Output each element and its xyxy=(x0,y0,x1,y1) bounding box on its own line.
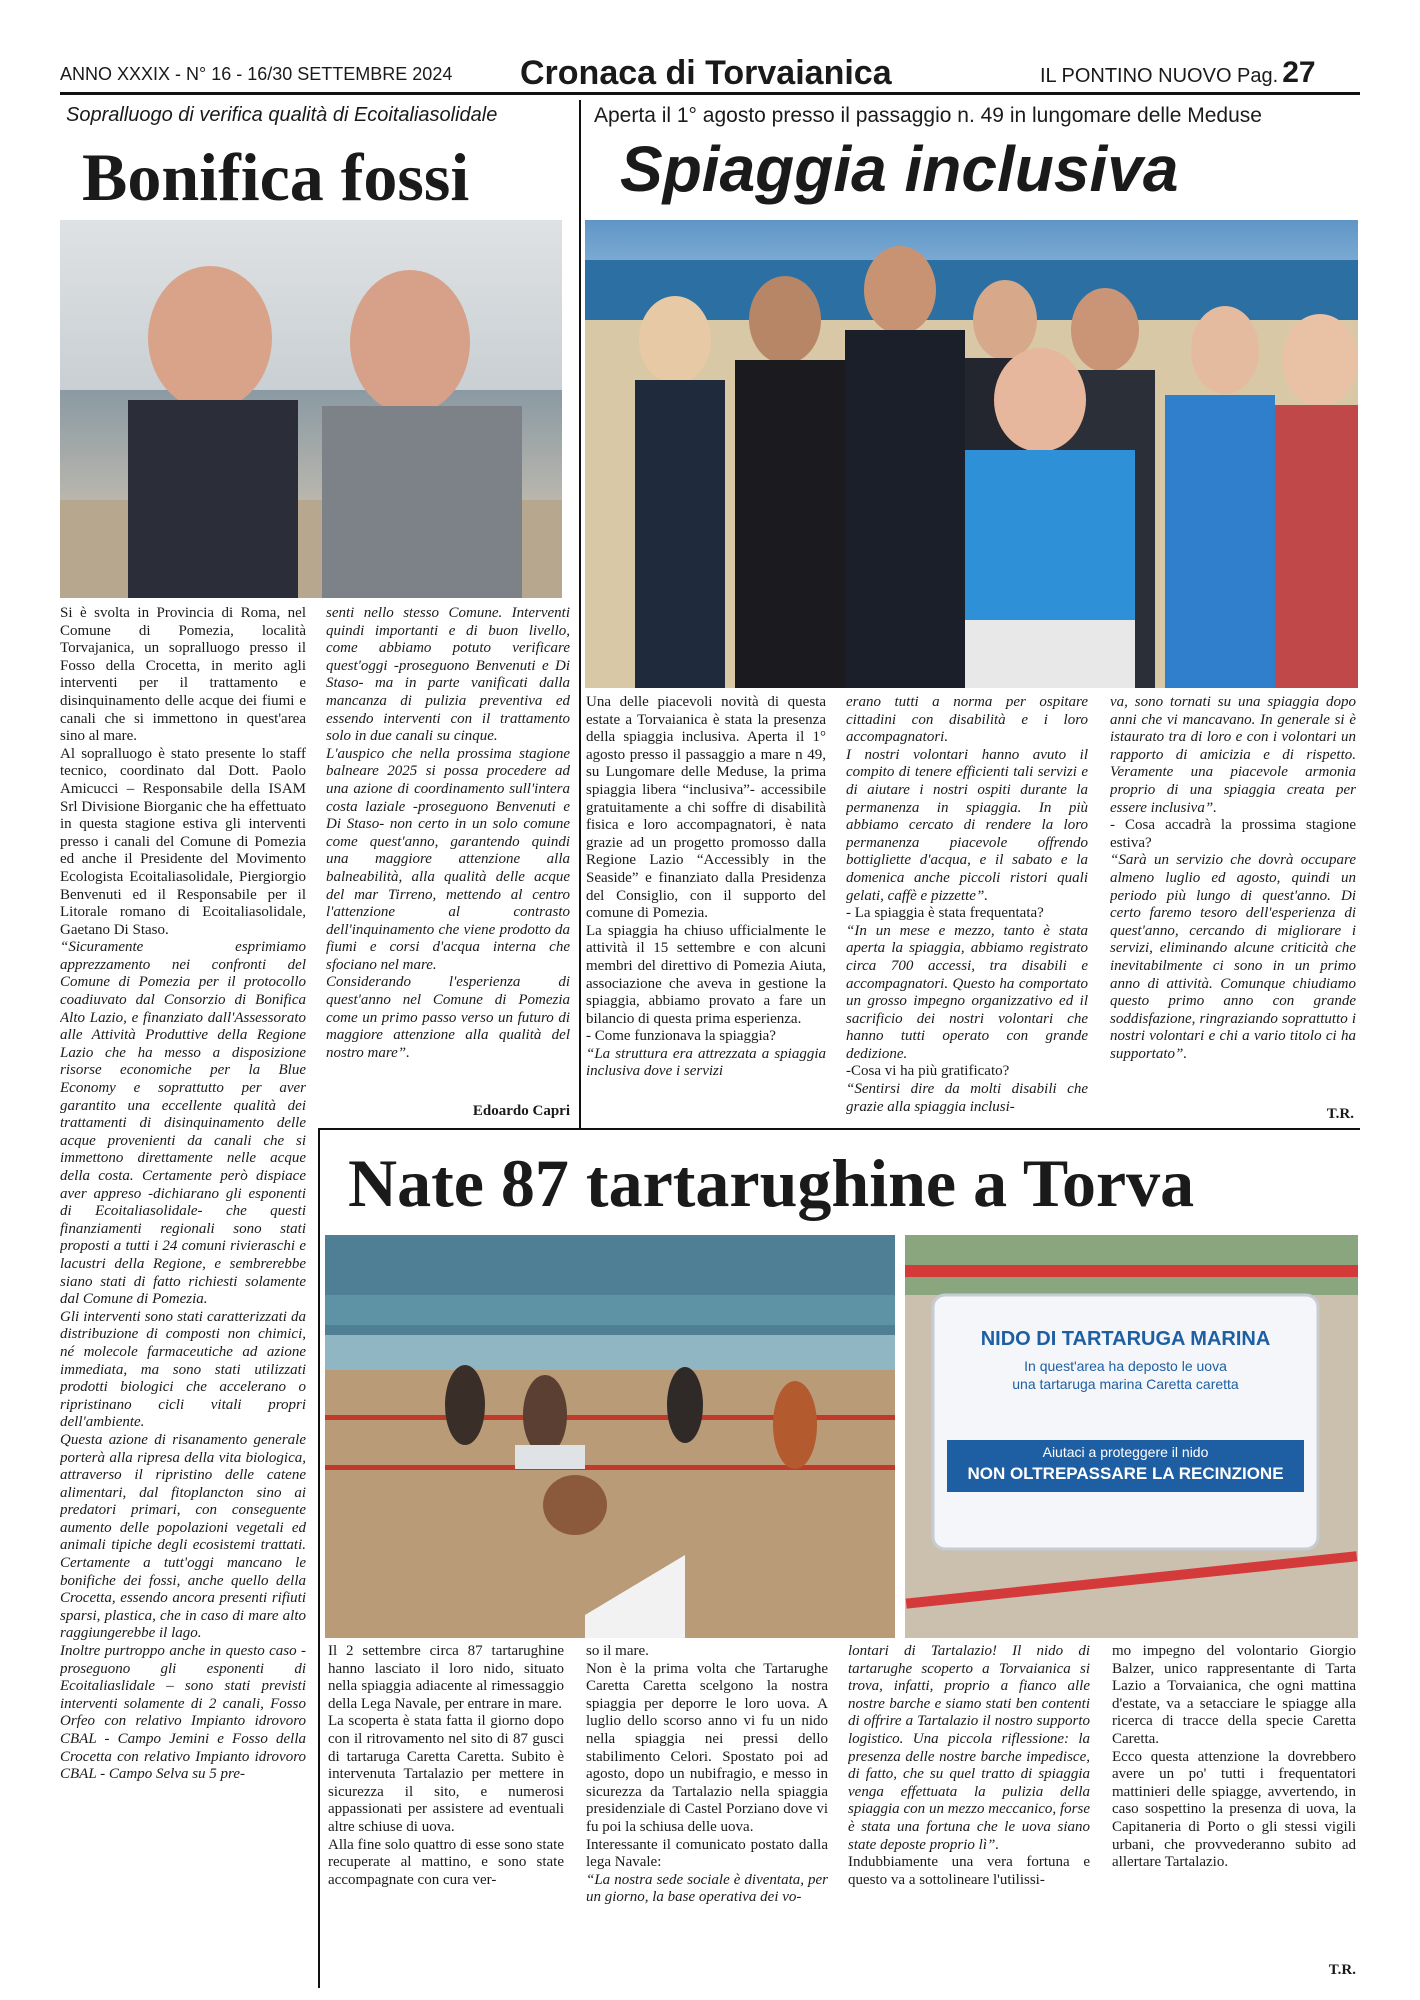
paragraph: Inoltre purtroppo anche in questo caso -proseguono gli esponenti di Ecoitaliaslidale – sono stati previsti interventi solamente di 2 canali, Fosso Orfeo con relativo Impianto idrovoro CBAL - Campo Jemini e Fosso della Crocetta con relativo Impianto idrovoro CBAL - Campo Selva su 5 pre- xyxy=(60,1643,306,1783)
paragraph: “In un mese e mezzo, tanto è stata aperta la spiaggia, abbiamo registrato circa 700 accessi, tra disabili e accompagnatori. Questo ha comportato un grosso impegno organizzativo ed il sacrificio dei nostri volontari che hanno tutti operato con grande dedizione. xyxy=(846,922,1088,1062)
paragraph: Considerando l'esperienza di quest'anno nel Comune di Pomezia come un primo passo verso un futuro di maggiore attenzione alla qualità del nostro mare”. xyxy=(326,974,570,1061)
article1-title: Bonifica fossi xyxy=(82,139,470,215)
paragraph: lontari di Tartalazio! Il nido di tartarughe scoperto a Torvaianica si trova, infatti, proprio a fianco alle nostre barche e siamo stati ben contenti di offrire a Tartalazio il nostro supporto logistico. Una piccola riflessione: la presenza delle nostre barche impedisce, di fatto, che su quel tratto di spiaggia venga effettuata la pulizia della spiaggia con un mezzo meccanico, forse è stata una fortuna che le uova siano state deposte proprio lì”. xyxy=(848,1643,1090,1853)
paragraph: Alla fine solo quattro di esse sono state recuperate al mattino, e sono state accompagnate con cura ver- xyxy=(328,1836,564,1888)
sign-heading: NIDO DI TARTARUGA MARINA xyxy=(980,1328,1271,1350)
article3-beach-photo xyxy=(325,1235,895,1638)
paragraph: Si è svolta in Provincia di Roma, nel Comune di Pomezia, località Torvajanica, un sopralluogo presso il Fosso della Crocetta, in merito agli interventi per il trattamento e disinquinamento delle acque dei fiumi e canali che si immettono in quest'area sino al mare. xyxy=(60,605,306,745)
article3-column-4 xyxy=(1112,1643,1356,1963)
article1-photo xyxy=(60,220,562,598)
paper-name: IL PONTINO NUOVO Pag. xyxy=(1040,65,1279,87)
paragraph: -Cosa vi ha più gratificato? xyxy=(846,1063,1010,1080)
paragraph: Interessante il comunicato postato dalla lega Navale: xyxy=(586,1836,828,1871)
paragraph: - Cosa accadrà la prossima stagione estiva? xyxy=(1110,817,1356,851)
article1-column-1 xyxy=(60,605,306,1995)
paragraph: Gli interventi sono stati caratterizzati da distribuzione di composti non chimici, né molecole farmaceutiche ad azione immediata, ma sono stati utilizzati prodotti biologici che accelerano o ripristinano cicli vitali propri dell'ambiente. xyxy=(60,1308,306,1431)
article1-column-2 xyxy=(326,605,570,1110)
article1-kicker: Sopralluogo di verifica qualità di Ecoitaliasolidale xyxy=(66,104,498,126)
paragraph: La scoperta è stata fatta il giorno dopo con il ritrovamento nel sito di 87 gusci di tartaruga Caretta Caretta. Subito è intervenuta Tartalazio per mettere in sicurezza il sito, e numerosi appassionati per assistere ad eventuali altre schiuse di uova. xyxy=(328,1713,564,1835)
article3-title: Nate 87 tartarughine a Torva xyxy=(348,1145,1195,1221)
paragraph: “Sarà un servizio che dovrà occupare almeno luglio ed agosto, quindi un periodo più lungo di quest'anno. Di certo faremo tesoro dell'esperienza di quest'anno, cercando di migliorare i servizi, eliminando alcune criticità che inevitabilmente ci sono in un primo anno di attività. Comunque chiudiamo questo primo anno con grande soddisfazione, ringraziando soprattutto i nostri volontari e chi a vario titolo ci ha supportato”. xyxy=(1110,852,1356,1062)
paragraph: I nostri volontari hanno avuto il compito di tenere efficienti tali servizi e di aiutare i nostri ospiti durante la permanenza in spiaggia. In più abbiamo cercato di rendere la loro permanenza piacevole offrendo bottigliette d'acqua, e il sabato e la domenica anche piccoli ristori quali gelati, caffè e pizzette”. xyxy=(846,746,1088,904)
sign-line-3: Aiutaci a proteggere il nido xyxy=(1042,1444,1209,1460)
article3-column-1 xyxy=(328,1643,564,1983)
article2-column-2 xyxy=(846,694,1088,1119)
paragraph: “Sentirsi dire da molti disabili che grazie alla spiaggia inclusi- xyxy=(846,1081,1088,1115)
article1-signature: Edoardo Capri xyxy=(472,1103,570,1119)
column-divider xyxy=(579,100,581,1128)
paragraph: so il mare. xyxy=(586,1643,649,1659)
article3-left-rule xyxy=(318,1128,320,1988)
sign-line-2: una tartaruga marina Caretta caretta xyxy=(1012,1376,1239,1392)
paragraph: Ecco questa attenzione la dovrebbero avere un po' tutti i frequentatori mattinieri delle spiagge, avvertendo, in caso sospettino la presenza di uova, la Capitaneria di Porto o gli stessi vigili urbani, che provvederanno subito ad allertare Tartalazio. xyxy=(1112,1748,1356,1871)
paragraph: - La spiaggia è stata frequentata? xyxy=(846,905,1044,922)
paragraph: Il 2 settembre circa 87 tartarughine hanno lasciato il loro nido, situato nella spiaggia adiacente al rimessaggio della Lega Navale, per entrare in mare. xyxy=(328,1643,564,1712)
paragraph: va, sono tornati su una spiaggia dopo anni che vi mancavano. In generale si è istaurato tra di loro e con i volontari un rapporto di amicizia e di rispetto. Veramente una piacevole armonia proprio di una spiaggia creata per essere inclusiva”. xyxy=(1110,694,1356,816)
paragraph: Al sopralluogo è stato presente lo staff tecnico, coordinato dal Dott. Paolo Amicucci – Responsabile della ISAM Srl Divisione Biorganic che ha effettuato in questa stagione estiva gli interventi presso i canali del Comune di Pomezia ed anche il Presidente del Movimento Ecologista Ecoitaliasolidale, Piergiorgio Benvenuti ed il Responsabile per il Litorale romano di Ecoitaliasolidale, Gaetano Di Staso. xyxy=(60,745,306,938)
paragraph: “La struttura era attrezzata a spiaggia inclusiva dove i servizi xyxy=(586,1045,826,1080)
sign-line-4: NON OLTREPASSARE LA RECINZIONE xyxy=(967,1464,1284,1483)
paragraph: Una delle piacevoli novità di questa estate a Torvaianica è stata la presenza della spiaggia inclusiva. Aperta il 1° agosto presso il passaggio a mare n 49, su Lungomare delle Meduse, la prima spiaggia libera “inclusiva”- accessibile gratuitamente a chi soffre di disabilità fisica e loro accompagnatori, è nata grazie ad un progetto promosso dalla Regione Lazio “Accessibly in the Seaside” e finanziato dalla Presidenza del Consiglio, con il supporto del comune di Pomezia. xyxy=(586,694,826,922)
paragraph: mo impegno del volontario Giorgio Balzer, unico rappresentante di Tarta Lazio a Torvaianica, che ogni mattina d'estate, va a setacciare le spiagge alla ricerca di tracce della specie Caretta Caretta. xyxy=(1112,1643,1356,1747)
article3-top-rule xyxy=(318,1128,1360,1130)
article2-signature: T.R. xyxy=(1326,1106,1354,1122)
paragraph: “La nostra sede sociale è diventata, per un giorno, la base operativa dei vo- xyxy=(586,1871,828,1906)
paragraph: Non è la prima volta che Tartarughe Caretta Caretta scelgono la nostra spiaggia per deporre le loro uova. A luglio dello scorso anno vi fu un nido nella spiaggia nei pressi dello stabilimento Celori. Spostato poi ad agosto, dopo un nubifragio, e messo in sicurezza da Tartalazio nella spiaggia presidenziale di Castel Porziano dove vi fu poi la schiusa delle uova. xyxy=(586,1660,828,1835)
paragraph: erano tutti a norma per ospitare cittadini con disabilità e i loro accompagnatori. xyxy=(846,694,1088,746)
paragraph: La spiaggia ha chiuso ufficialmente le attività il 15 settembre e con alcuni membri del direttivo di Pomezia Aiuta, associazione che aveva in gestione la spiaggia, abbiamo provato a fare un bilancio di questa prima esperienza. xyxy=(586,922,826,1027)
article2-kicker: Aperta il 1° agosto presso il passaggio n. 49 in lungomare delle Meduse xyxy=(594,104,1262,127)
paragraph: - Come funzionava la spiaggia? xyxy=(586,1028,776,1045)
paragraph: Questa azione di risanamento generale porterà alla ripresa della vita biologica, attraverso il ripristino delle catene alimentari, dal fitoplancton sino ai predatori primari, con conseguente aumento delle popolazioni vegetali ed animali tipiche degli ecosistemi trattati. Certamente a tutt'oggi mancano le bonifiche dei fossi, anche quello della Crocetta, essendo ancora presenti rifiuti sparsi, plastica, che in caso di mare alto raggiungerebbe il lago. xyxy=(60,1431,306,1642)
paragraph: “Sicuramente esprimiamo apprezzamento nei confronti del Comune di Pomezia per il protocollo coadiuvato dal Consorzio di Bonifica Alto Lazio, e finanziato dall'Assessorato alle Attività Produttive della Regione Lazio che ha messo a disposizione risorse economiche per la Blue Economy e soprattutto per aver garantito una eccellente qualità dei trattamenti di disinquinamento delle acque provenienti da canali che si immettono direttamente nelle acque della costa. Certamente però dispiace aver appreso -dichiarano gli esponenti di Ecoitaliasolidale- che questi finanziamenti regionali sono stati proposti a tutti i 24 comuni rivieraschi e lacustri della Regione, e sembrerebbe siano stati di fatto richiesti solamente dal Comune di Pomezia. xyxy=(60,939,306,1308)
paragraph: Indubbiamente una vera fortuna e questo va a sottolineare l'utilissi- xyxy=(848,1854,1090,1888)
page-number: 27 xyxy=(1282,56,1316,89)
article2-column-3 xyxy=(1110,694,1356,1104)
sign-line-1: In quest'area ha deposto le uova xyxy=(1024,1358,1227,1374)
header-rule xyxy=(60,92,1360,95)
paragraph: L'auspico che nella prossima stagione balneare 2025 si possa procedere ad una azione di coordinamento sull'intera costa laziale -proseguono Benvenuti e Di Staso- non certo in un solo comune come quest'anno, garantendo quindi una maggiore attenzione alla balneabilità, alla qualità delle acque del mar Tirreno, mettendo al centro l'attenzione al contrasto dell'inquinamento che viene prodotto da fiumi e corsi d'acqua interna che sfociano nel mare. xyxy=(326,745,570,973)
article2-title: Spiaggia inclusiva xyxy=(620,133,1179,205)
section-title: Cronaca di Torvaianica xyxy=(520,54,892,92)
article2-photo xyxy=(585,220,1358,688)
paper-name-page xyxy=(1040,56,1316,90)
article3-column-3 xyxy=(848,1643,1090,1983)
article3-signature: T.R. xyxy=(1328,1962,1356,1978)
issue-info: ANNO XXXIX - N° 16 - 16/30 SETTEMBRE 2024 xyxy=(60,64,453,84)
article3-column-2 xyxy=(586,1643,828,1983)
article2-column-1 xyxy=(586,694,826,1119)
article3-sign-photo xyxy=(905,1235,1358,1638)
paragraph: senti nello stesso Comune. Interventi quindi importanti e di buon livello, come abbiamo potuto verificare quest'oggi -proseguono Benvenuti e Di Staso- ma in parte vanificati dalla mancanza di pulizia preventiva ed essendo interventi con il trattamento solo in due canali su cinque. xyxy=(326,605,570,745)
